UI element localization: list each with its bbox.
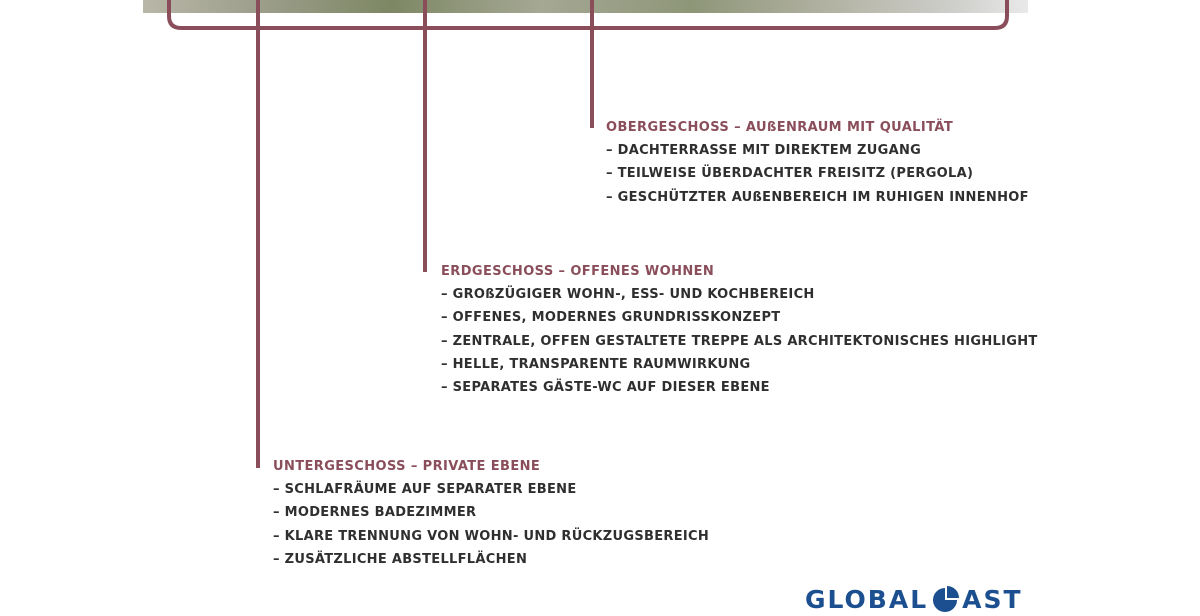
list-item: – ZENTRALE, OFFEN GESTALTETE TREPPE ALS ARCHITEKTONISCHES HIGHLIGHT (441, 333, 1038, 349)
list-item: – ZUSÄTZLICHE ABSTELLFLÄCHEN (273, 551, 528, 567)
logo-text-right: AST (962, 585, 1023, 614)
logo-text-left: GLOBAL (805, 585, 929, 614)
list-item: – MODERNES BADEZIMMER (273, 505, 477, 521)
list-item: – TEILWEISE ÜBERDACHTER FREISITZ (PERGOLA) (606, 166, 974, 182)
section-obergeschoss (606, 116, 1029, 209)
section-title-untergeschoss: UNTERGESCHOSS – PRIVATE EBENE (273, 459, 541, 474)
list-item: – DACHTERRASSE MIT DIREKTEM ZUGANG (606, 143, 922, 158)
list-item: – OFFENES, MODERNES GRUNDRISSKONZEPT (441, 310, 781, 326)
list-item: – HELLE, TRANSPARENTE RAUMWIRKUNG (441, 356, 751, 372)
list-item: – SEPARATES GÄSTE-WC AUF DIESER EBENE (441, 380, 770, 396)
photo-frame-bracket (169, 0, 1007, 28)
list-item: – KLARE TRENNUNG VON WOHN- UND RÜCKZUGSBEREICH (273, 528, 710, 544)
section-title-obergeschoss: OBERGESCHOSS – AUßENRAUM MIT QUALITÄT (606, 120, 954, 135)
section-erdgeschoss (441, 260, 1038, 399)
company-logo (805, 586, 1023, 616)
list-item: – GESCHÜTZTER AUßENBEREICH IM RUHIGEN INNENHOF (606, 189, 1029, 205)
list-item: – SCHLAFRÄUME AUF SEPARATER EBENE (273, 482, 577, 497)
section-title-erdgeschoss: ERDGESCHOSS – OFFENES WOHNEN (441, 264, 715, 279)
list-item: – GROßZÜGIGER WOHN-, ESS- UND KOCHBEREICH (441, 287, 815, 302)
globe-quadrant-icon (931, 586, 959, 614)
section-untergeschoss (273, 455, 709, 571)
